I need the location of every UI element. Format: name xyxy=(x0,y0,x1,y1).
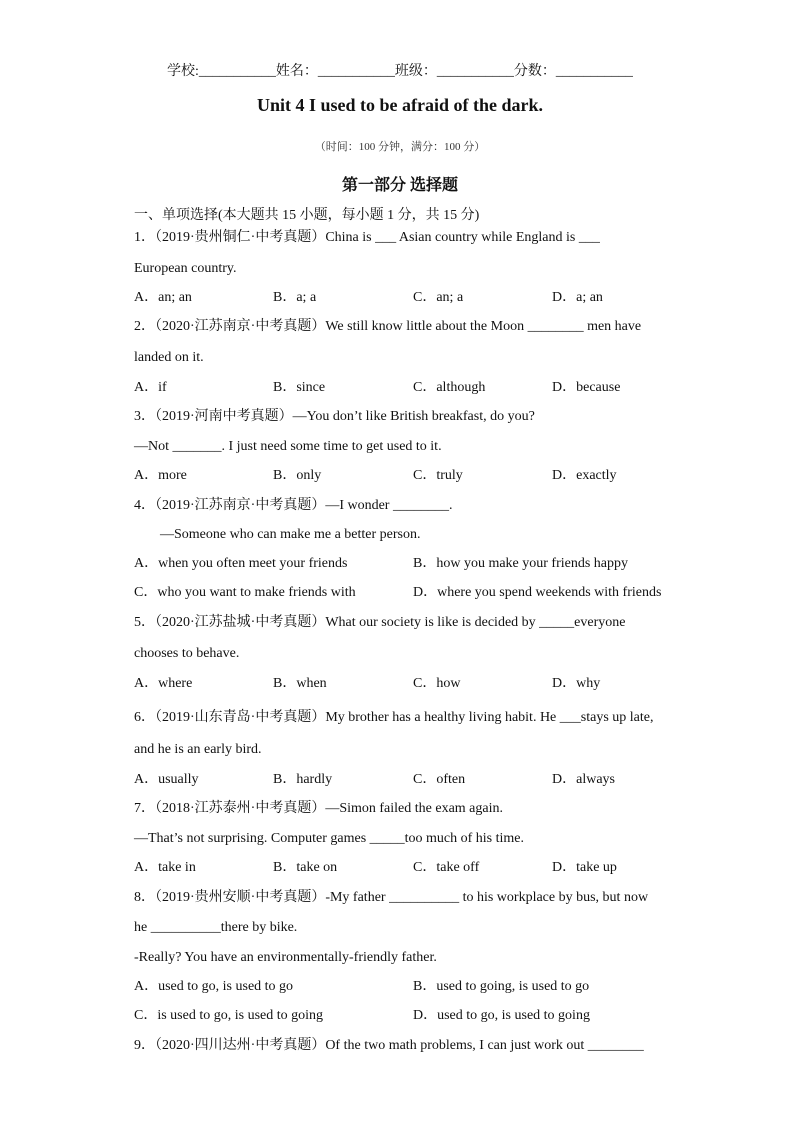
option-b: B．only xyxy=(273,468,322,483)
question-1-stem-cont: European country. xyxy=(134,261,237,276)
option-d: D．a; an xyxy=(552,290,603,305)
option-b: B．when xyxy=(273,676,327,691)
option-d: D．where you spend weekends with friends xyxy=(413,585,662,600)
option-c: C．often xyxy=(413,772,466,787)
option-c: C．truly xyxy=(413,468,463,483)
question-1-stem: 1．（2019·贵州铜仁·中考真题）China is ___ Asian country while England is ___ xyxy=(134,230,600,245)
option-d: D．used to go, is used to going xyxy=(413,1008,590,1023)
question-2-stem-cont: landed on it. xyxy=(134,350,204,365)
unit-title: Unit 4 I used to be afraid of the dark. xyxy=(256,95,543,115)
question-7-stem: 7．（2018·江苏泰州·中考真题）—Simon failed the exam again. xyxy=(134,801,503,816)
option-d: D．because xyxy=(552,380,621,395)
option-a: A．when you often meet your friends xyxy=(134,556,348,571)
question-7-stem-cont: —That’s not surprising. Computer games _____too much of his time. xyxy=(134,831,525,846)
question-8-stem: 8．（2019·贵州安顺·中考真题）-My father __________ to his workplace by bus, but now xyxy=(134,890,649,905)
option-c: C．is used to go, is used to going xyxy=(134,1008,324,1023)
question-2-stem: 2．（2020·江苏南京·中考真题）We still know little about the Moon ________ men have xyxy=(134,319,642,334)
option-d: D．exactly xyxy=(552,468,617,483)
option-c: C．who you want to make friends with xyxy=(134,585,356,600)
option-c: C．although xyxy=(413,380,486,395)
question-6-stem: 6．（2019·山东青岛·中考真题）My brother has a healthy living habit. He ___stays up late, xyxy=(134,710,654,725)
option-b: B．a; a xyxy=(273,290,317,305)
question-9-stem: 9．（2020·四川达州·中考真题）Of the two math problems, I can just work out ________ xyxy=(134,1038,644,1053)
option-a: A．where xyxy=(134,676,193,691)
option-a: A．take in xyxy=(134,860,196,875)
option-a: A．usually xyxy=(134,772,199,787)
option-c: C．an; a xyxy=(413,290,464,305)
question-4-stem: 4．（2019·江苏南京·中考真题）—I wonder ________. xyxy=(134,498,453,513)
option-a: A．an; an xyxy=(134,290,192,305)
option-b: B．how you make your friends happy xyxy=(413,556,629,571)
option-c: C．take off xyxy=(413,860,480,875)
question-3-stem-cont: —Not _______. I just need some time to get used to it. xyxy=(134,439,442,454)
question-3-stem: 3．（2019·河南中考真题）—You don’t like British breakfast, do you? xyxy=(134,409,535,424)
question-6-stem-cont: and he is an early bird. xyxy=(134,742,262,757)
option-d: D．why xyxy=(552,676,601,691)
option-c: C．how xyxy=(413,676,461,691)
question-4-stem-cont: —Someone who can make me a better person. xyxy=(160,527,421,542)
question-5-stem-cont: chooses to behave. xyxy=(134,646,240,661)
option-b: B．since xyxy=(273,380,326,395)
option-a: A．more xyxy=(134,468,187,483)
question-5-stem: 5．（2020·江苏盐城·中考真题）What our society is like is decided by _____everyone xyxy=(134,615,626,630)
student-info-line: 学校:___________姓名：___________班级：___________分数：___________ xyxy=(167,64,633,79)
section-instruction: 一、单项选择(本大题共 15 小题，每小题 1 分，共 15 分) xyxy=(134,208,480,223)
option-d: D．take up xyxy=(552,860,617,875)
option-a: A．if xyxy=(134,380,167,395)
option-b: B．used to going, is used to go xyxy=(413,979,590,994)
option-a: A．used to go, is used to go xyxy=(134,979,294,994)
option-d: D．always xyxy=(552,772,615,787)
part-title: 第一部分 选择题 xyxy=(341,177,458,194)
question-8-reply: -Really? You have an environmentally-friendly father. xyxy=(134,950,437,965)
question-8-stem-cont: he __________there by bike. xyxy=(134,920,298,935)
time-note: （时间：100 分钟，满分：100 分） xyxy=(314,141,486,153)
option-b: B．hardly xyxy=(273,772,333,787)
option-b: B．take on xyxy=(273,860,338,875)
